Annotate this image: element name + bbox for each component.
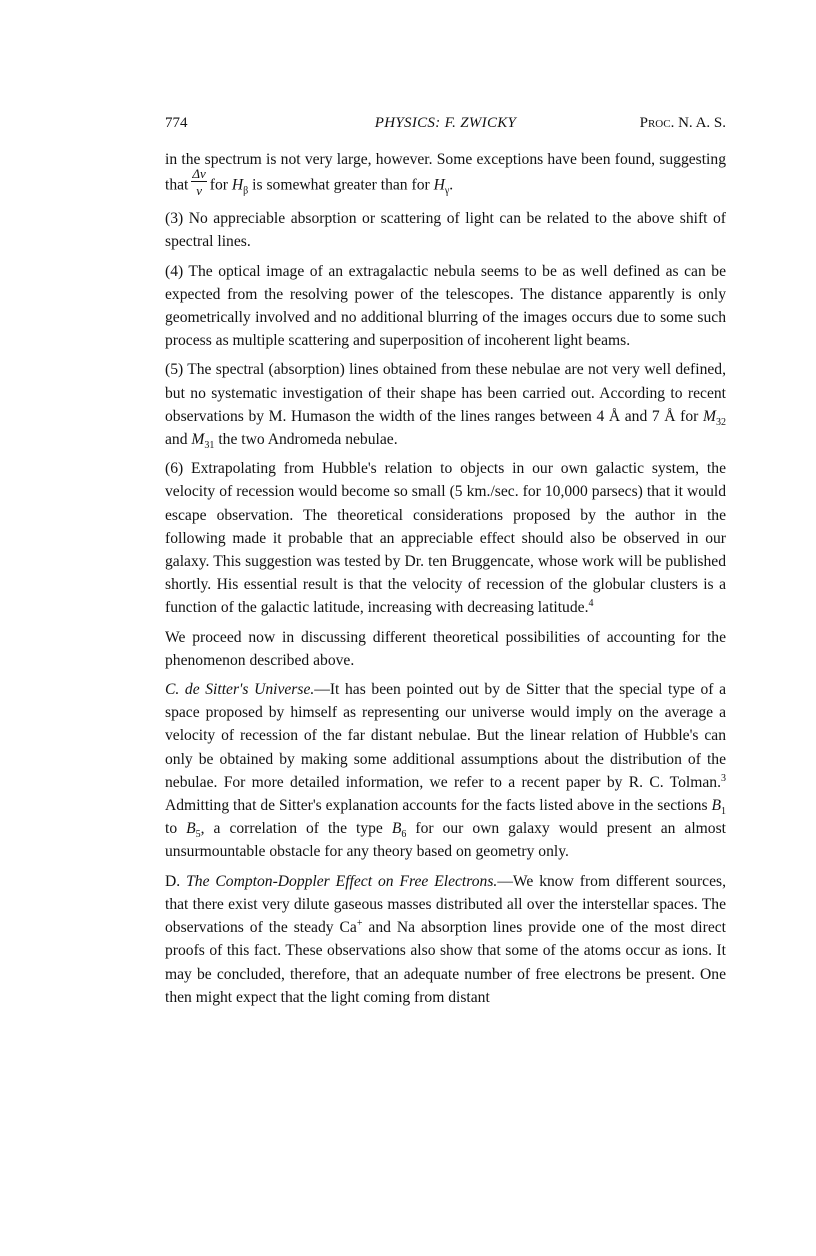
section-heading: The Compton-Doppler Effect on Free Electrons. <box>186 872 498 890</box>
journal-abbreviation: Proc. N. A. S. <box>639 115 726 131</box>
delta-nu-fraction: $\frac{\Delta\nu}{\nu}$ <box>192 166 206 199</box>
section-c: C. de Sitter's Universe.—It has been pointed out by de Sitter that the special type of a space proposed by himself as representing our universe would imply on the average a velocity of recession of the far distant nebulae. But the linear relation of Hubble's can only be obtained by making some additional assumptions about the distribution of the nebulae. For more detailed information, we refer to a recent paper by R. C. Tolman.$^3$ Admitting that de Sitter's explanation accounts for the facts listed above in the sections $B_1$ to $B_5$, a correlation of the type $B_6$ for our own galaxy would present an almost unsurmountable obstacle for any theory based on geometry only. <box>165 681 727 861</box>
paragraph-3: (3) No appreciable absorption or scattering of light can be related to the above shift of spectral lines. <box>165 210 726 251</box>
journal-page <box>165 112 726 1015</box>
paragraph-continued: in the spectrum is not very large, however. Some exceptions have been found, suggesting that $\frac{\Delta\nu}{\nu}$ for $H_\beta$ is somewhat greater than for $H_\gamma$. <box>165 151 726 199</box>
page-header <box>165 112 726 136</box>
page-number: 774 <box>165 115 188 131</box>
paragraph-5: (5) The spectral (absorption) lines obtained from these nebulae are not very well defined, but no systematic investigation of their shape has been carried out. According to recent observations by M. Humason the width of the lines ranges between 4 Å and 7 Å for $M_{32}$ and $M_{31}$ the two Andromeda nebulae. <box>165 361 726 452</box>
paragraph-6: (6) Extrapolating from Hubble's relation to objects in our own galactic system, the velocity of recession would become so small (5 km./sec. for 10,000 parsecs) that it would escape observation. The theoretical considerations proposed by the author in the following made it probable that an appreciable effect should also be observed in our galaxy. This suggestion was tested by Dr. ten Bruggencate, whose work will be published shortly. His essential result is that the velocity of recession of the globular clusters is a function of the galactic latitude, increasing with decreasing latitude.$^4$ <box>165 460 726 617</box>
paragraph-4: (4) The optical image of an extragalactic nebula seems to be as well defined as can be expected from the resolving power of the telescopes. The distance apparently is only geometrically involved and no additional blurring of the images occurs due to some such process as multiple scattering and superposition of incoherent light beams. <box>165 262 726 350</box>
footnote-ref: 4 <box>588 598 594 610</box>
section-heading: C. de Sitter's Universe. <box>165 681 315 699</box>
running-title: PHYSICS: F. ZWICKY <box>374 115 517 131</box>
section-d: D. The Compton-Doppler Effect on Free Electrons.—We know from different sources, that there exist very dilute gaseous masses distributed all over the interstellar spaces. The observations of the steady Ca+ and Na absorption lines provide one of the most direct proofs of this fact. These observations also show that some of the atoms occur as ions. It may be concluded, therefore, that an adequate number of free electrons be present. One then might expect that the light coming from distant <box>165 872 726 1006</box>
footnote-ref: 3 <box>721 772 726 784</box>
paragraph-7: We proceed now in discussing different theoretical possibilities of accounting for the phenomenon described above. <box>165 628 726 669</box>
